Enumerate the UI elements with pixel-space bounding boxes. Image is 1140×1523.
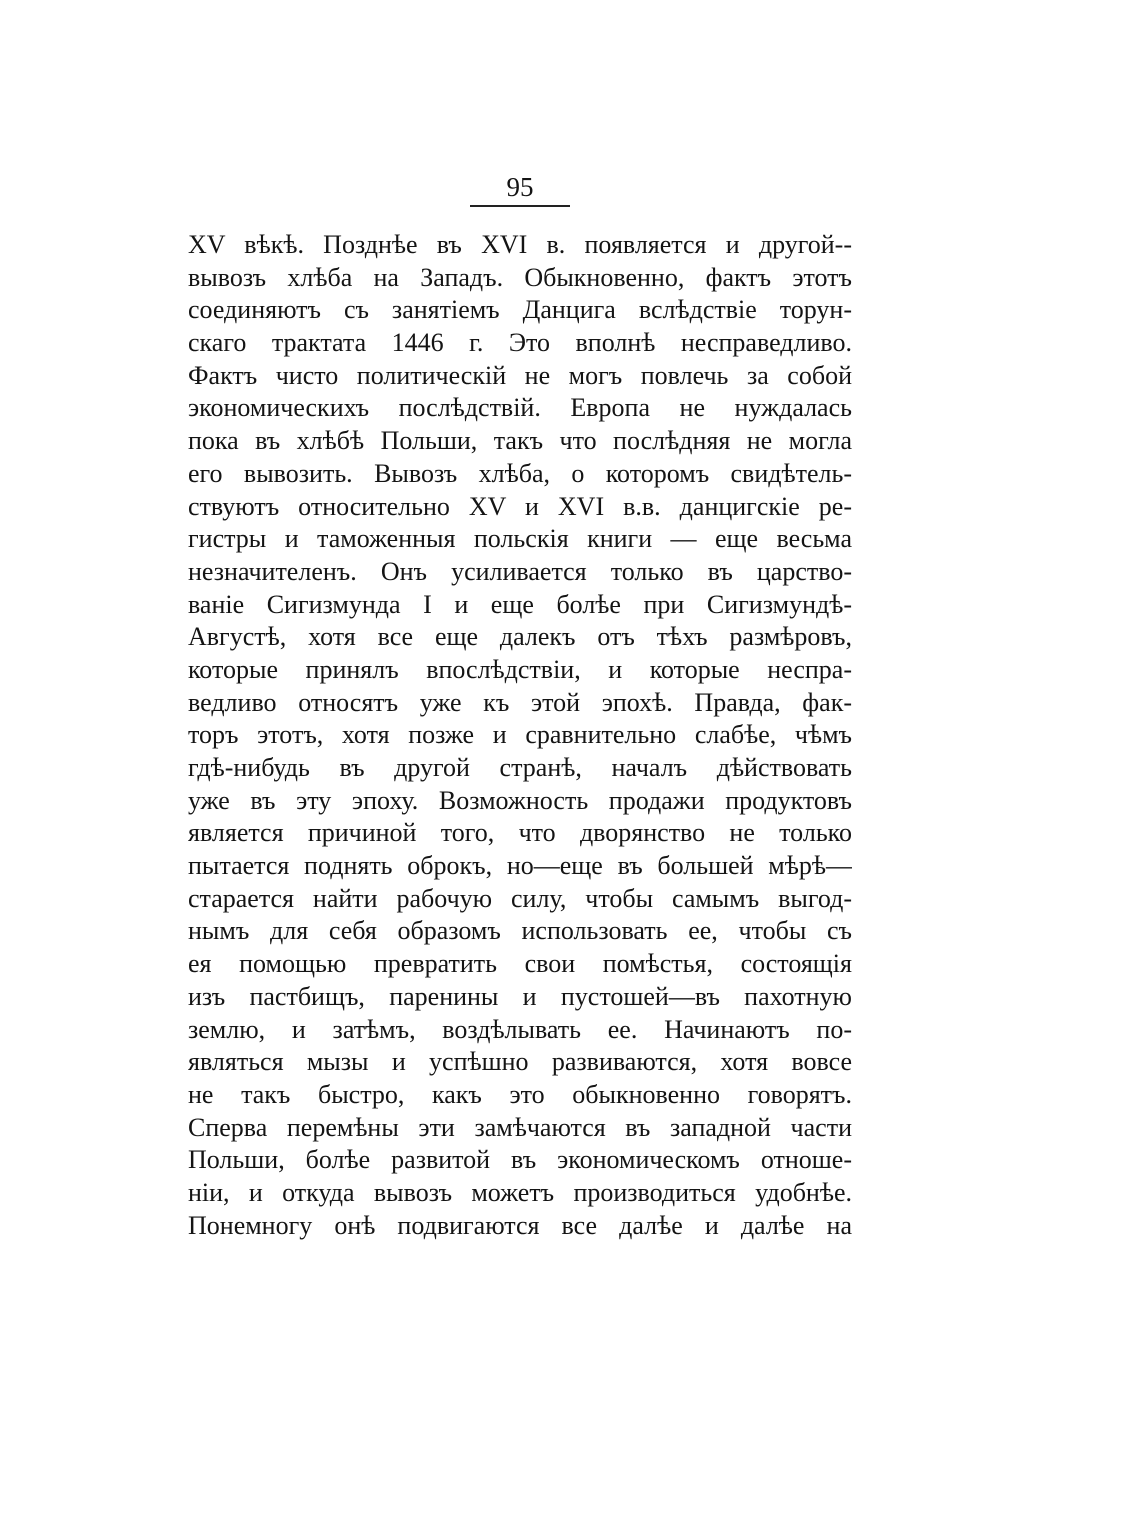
text-line: соединяютъ съ занятіемъ Данцига вслѣдствіе торун- (188, 295, 852, 325)
text-line: пытается поднять оброкъ, но—еще въ большей мѣрѣ— (188, 851, 852, 881)
text-line: Августѣ, хотя все еще далекъ отъ тѣхъ размѣровъ, (188, 622, 852, 652)
text-line: землю, и затѣмъ, воздѣлывать ее. Начинаютъ по- (188, 1014, 852, 1044)
text-line: являться мызы и успѣшно развиваются, хотя вовсе (188, 1047, 852, 1077)
text-line: Фактъ чисто политическій не могъ повлечь за собой (188, 360, 852, 390)
text-line: уже въ эту эпоху. Возможность продажи продуктовъ (188, 785, 852, 815)
text-line: ніи, и откуда вывозъ можетъ производиться удобнѣе. (188, 1177, 852, 1207)
text-line: Польши, болѣе развитой въ экономическомъ отноше- (188, 1145, 852, 1175)
text-line: пока въ хлѣбѣ Польши, такъ что послѣдняя не могла (188, 426, 852, 456)
text-line: его вывозить. Вывозъ хлѣба, о которомъ свидѣтель- (188, 458, 852, 488)
text-line: является причиной того, что дворянство не только (188, 818, 852, 848)
text-line: вывозъ хлѣба на Западъ. Обыкновенно, фактъ этотъ (188, 262, 852, 292)
text-line: экономическихъ послѣдствій. Европа не нуждалась (188, 393, 852, 423)
text-line: незначителенъ. Онъ усиливается только въ царство- (188, 556, 852, 586)
text-line: ваніе Сигизмунда I и еще болѣе при Сигизмундѣ- (188, 589, 852, 619)
text-line: гистры и таможенныя польскія книги — еще весьма (188, 524, 852, 554)
text-line: которые принялъ впослѣдствіи, и которые неспра- (188, 654, 852, 684)
text-line: старается найти рабочую силу, чтобы самымъ выгод- (188, 883, 852, 913)
text-line: ствуютъ относительно XV и XVI в.в. данцигскіе ре- (188, 491, 852, 521)
page-number: 95 (506, 172, 534, 202)
text-line: изъ пастбищъ, паренины и пустошей—въ пахотную (188, 981, 852, 1011)
text-line: торъ этотъ, хотя позже и сравнительно слабѣе, чѣмъ (188, 720, 852, 750)
text-line: нымъ для себя образомъ использовать ее, чтобы съ (188, 916, 852, 946)
text-line: гдѣ-нибудь въ другой странѣ, началъ дѣйствовать (188, 753, 852, 782)
text-line: ведливо относятъ уже къ этой эпохѣ. Правда, фак- (188, 687, 852, 717)
text-line: Понемногу онѣ подвигаются все далѣе и далѣе на (188, 1210, 852, 1240)
text-line: Сперва перемѣны эти замѣчаются въ западной части (188, 1112, 852, 1142)
body-text (188, 229, 852, 1242)
text-line: ея помощью превратить свои помѣстья, состоящія (188, 949, 852, 979)
page-number-rule (470, 205, 570, 207)
text-line: не такъ быстро, какъ это обыкновенно говорятъ. (188, 1079, 852, 1109)
text-line: XV вѣкѣ. Позднѣе въ XVI в. появляется и другой-- (188, 230, 852, 259)
text-line: скаго трактата 1446 г. Это вполнѣ несправедливо. (188, 328, 852, 358)
